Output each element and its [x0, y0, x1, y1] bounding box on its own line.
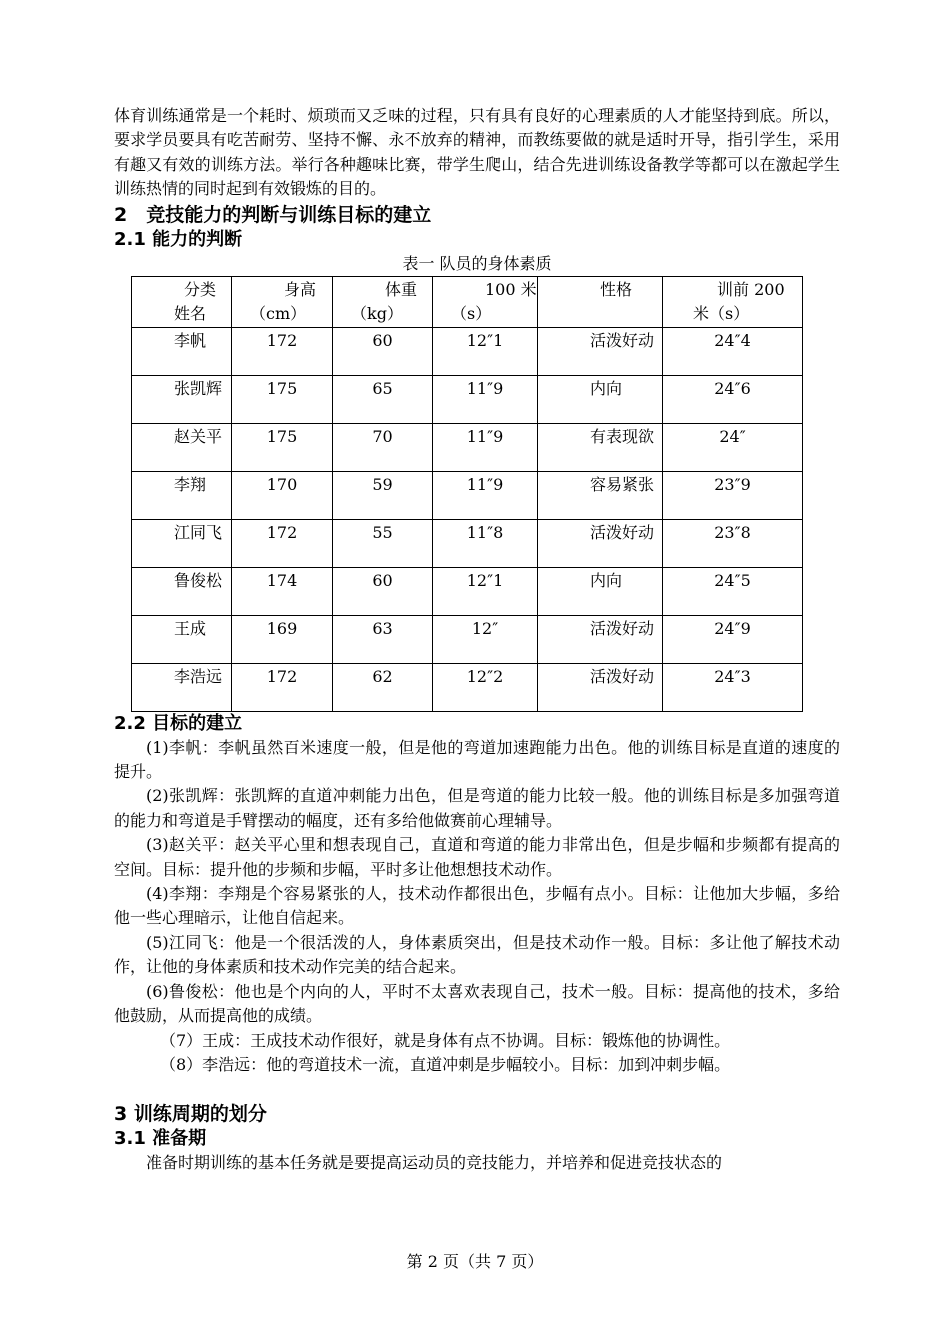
- goal-paragraph: (3)赵关平：赵关平心里和想表现自己，直道和弯道的能力非常出色，但是步幅和步频都有提高的空间。目标：提升他的步频和步幅，平时多让他想想技术动作。: [114, 835, 840, 879]
- goal-paragraph: （7）王成：王成技术动作很好，就是身体有点不协调。目标：锻炼他的协调性。: [160, 1030, 731, 1050]
- cell-t100: 12″2: [433, 663, 538, 711]
- cell-t100: 12″1: [433, 567, 538, 615]
- cell-name: 张凯辉: [132, 375, 232, 423]
- table-row: [132, 663, 803, 711]
- table-row: [132, 567, 803, 615]
- cell-height: 175: [232, 375, 333, 423]
- cell-name: 江同飞: [132, 519, 232, 567]
- cell-t200: 24″5: [663, 567, 803, 615]
- cell-personality: 容易紧张: [538, 471, 663, 519]
- header-cell: 训前 200 米（s）: [663, 276, 803, 327]
- intro-paragraph: 体育训练通常是一个耗时、烦琐而又乏味的过程，只有具有良好的心理素质的人才能坚持到底。所以，要求学员要具有吃苦耐劳、坚持不懈、永不放弃的精神，而教练要做的就是适时开导，指引学生，采用有趣又有效的训练方法。举行各种趣味比赛，带学生爬山，结合先进训练设备教学等都可以在激起学生训练热情的同时起到有效锻炼的目的。: [114, 106, 840, 199]
- document-page: [114, 104, 840, 1176]
- cell-name: 王成: [132, 615, 232, 663]
- table-row: [132, 423, 803, 471]
- cell-t200: 24″: [663, 423, 803, 471]
- cell-weight: 60: [333, 327, 433, 375]
- cell-t100: 12″1: [433, 327, 538, 375]
- cell-personality: 内向: [538, 567, 663, 615]
- player-stats-table: [131, 276, 803, 712]
- cell-weight: 60: [333, 567, 433, 615]
- cell-t200: 24″6: [663, 375, 803, 423]
- cell-name: 李翔: [132, 471, 232, 519]
- cell-name: 李浩远: [132, 663, 232, 711]
- goal-paragraph: (6)鲁俊松：他也是个内向的人，平时不太喜欢表现自己，技术一般。目标：提高他的技术，多给他鼓励，从而提高他的成绩。: [114, 981, 840, 1026]
- table-row: [132, 519, 803, 567]
- cell-t100: 11″8: [433, 519, 538, 567]
- section-2-heading: 2 竞技能力的判断与训练目标的建立: [114, 203, 432, 226]
- table-row: [132, 615, 803, 663]
- cell-t200: 23″9: [663, 471, 803, 519]
- cell-name: 鲁俊松: [132, 567, 232, 615]
- cell-t200: 24″9: [663, 615, 803, 663]
- cell-name: 赵关平: [132, 423, 232, 471]
- table-row: [132, 327, 803, 375]
- cell-t100: 11″9: [433, 375, 538, 423]
- cell-t200: 23″8: [663, 519, 803, 567]
- section-2-1-heading: 2.1 能力的判断: [114, 228, 243, 250]
- cell-t100: 12″: [433, 615, 538, 663]
- header-cell: 体重 （kg）: [333, 276, 433, 327]
- table-header-row: [132, 276, 803, 327]
- goal-paragraph: (5)江同飞：他是一个很活泼的人，身体素质突出，但是技术动作一般。目标：多让他了解技术动作，让他的身体素质和技术动作完美的结合起来。: [114, 932, 840, 977]
- goal-paragraph: (2)张凯辉：张凯辉的直道冲刺能力出色，但是弯道的能力比较一般。他的训练目标是多加强弯道的能力和弯道是手臂摆动的幅度，还有多给他做赛前心理辅导。: [114, 786, 840, 830]
- cell-personality: 内向: [538, 375, 663, 423]
- cell-name: 李帆: [132, 327, 232, 375]
- cell-height: 172: [232, 519, 333, 567]
- cell-weight: 70: [333, 423, 433, 471]
- goal-paragraph: （8）李浩远：他的弯道技术一流，直道冲刺是步幅较小。目标：加到冲刺步幅。: [160, 1054, 731, 1074]
- cell-height: 172: [232, 663, 333, 711]
- goals-list: [114, 736, 840, 1078]
- cell-t100: 11″9: [433, 423, 538, 471]
- cell-t200: 24″3: [663, 663, 803, 711]
- cell-height: 170: [232, 471, 333, 519]
- page-footer: 第 2 页（共 7 页）: [406, 1252, 544, 1271]
- table-row: [132, 471, 803, 519]
- header-cell: 分类 姓名: [132, 276, 232, 327]
- cell-personality: 活泼好动: [538, 327, 663, 375]
- section-3-1-paragraph: 准备时期训练的基本任务就是要提高运动员的竞技能力，并培养和促进竞技状态的: [146, 1153, 723, 1173]
- goal-paragraph: (1)李帆：李帆虽然百米速度一般，但是他的弯道加速跑能力出色。他的训练目标是直道的速度的提升。: [114, 737, 840, 782]
- cell-personality: 有表现欲: [538, 423, 663, 471]
- cell-height: 172: [232, 327, 333, 375]
- cell-personality: 活泼好动: [538, 615, 663, 663]
- table-caption: 表一 队员的身体素质: [402, 253, 552, 273]
- section-3-1-heading: 3.1 准备期: [114, 1128, 207, 1150]
- cell-personality: 活泼好动: [538, 663, 663, 711]
- cell-personality: 活泼好动: [538, 519, 663, 567]
- cell-weight: 55: [333, 519, 433, 567]
- table-row: [132, 375, 803, 423]
- cell-t200: 24″4: [663, 327, 803, 375]
- header-cell: 性格: [538, 276, 663, 327]
- cell-t100: 11″9: [433, 471, 538, 519]
- cell-weight: 59: [333, 471, 433, 519]
- cell-height: 174: [232, 567, 333, 615]
- goal-paragraph: (4)李翔：李翔是个容易紧张的人，技术动作都很出色，步幅有点小。目标：让他加大步幅，多给他一些心理暗示，让他自信起来。: [114, 884, 840, 928]
- header-cell: 身高 （cm）: [232, 276, 333, 327]
- cell-weight: 63: [333, 615, 433, 663]
- header-cell: 100 米 （s）: [433, 276, 538, 327]
- section-3-heading: 3 训练周期的划分: [114, 1103, 267, 1126]
- cell-height: 169: [232, 615, 333, 663]
- cell-height: 175: [232, 423, 333, 471]
- cell-weight: 62: [333, 663, 433, 711]
- section-2-2-heading: 2.2 目标的建立: [114, 712, 243, 734]
- cell-weight: 65: [333, 375, 433, 423]
